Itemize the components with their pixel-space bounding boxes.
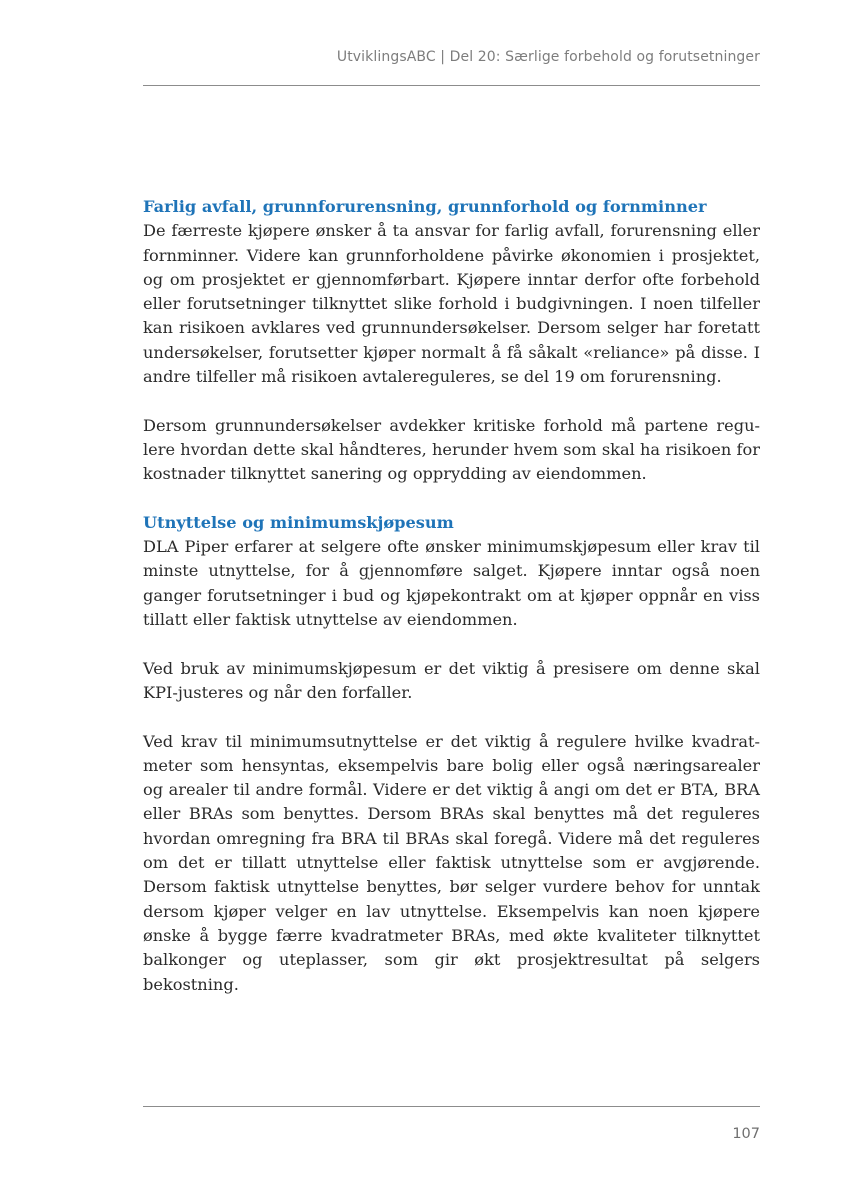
section-heading-hazardous-waste: Farlig avfall, grunnforurensning, grunnforhold og fornminner xyxy=(143,197,707,216)
page-number: 107 xyxy=(732,1126,760,1142)
header-divider xyxy=(143,85,760,86)
footer-divider xyxy=(143,1106,760,1107)
page-body xyxy=(143,195,760,997)
body-paragraph: DLA Piper erfarer at selgere ofte ønsker minimumskjøpesum eller krav til minste utnyttelse, for å gjennomføre salget. Kjøpere inntar også noen ganger forutsetninger i bud og kjøpekontrakt om at kjøper oppnår en viss tillatt eller faktisk utnyttelse av eiendommen. xyxy=(143,537,760,630)
body-paragraph: Dersom grunnundersøkelser avdekker kritiske forhold må partene regulere hvordan dette skal håndteres, herunder hvem som skal ha risikoen for kostnader tilknyttet sanering og opprydding av eiendommen. xyxy=(143,415,760,484)
body-paragraph: Ved bruk av minimumskjøpesum er det viktig å presisere om denne skal KPI-justeres og når den forfaller. xyxy=(143,658,760,702)
section-heading-utilization: Utnyttelse og minimumskjøpesum xyxy=(143,512,454,532)
body-paragraph: De færreste kjøpere ønsker å ta ansvar for farlig avfall, forurensning eller fornminner. Videre kan grunnforholdene påvirke økonomien i prosjektet, og om prosjektet er gjennomførbart. Kjøpere inntar derfor ofte forbehold eller forutsetninger tilknyttet slike forhold i budgivningen. I noen tilfeller kan risikoen avklares ved grunnundersøkelser. Dersom selger har foretatt undersøkelser, forutsetter kjøper normalt å få såkalt «reliance» på disse. I andre tilfeller må risikoen avtalereguleres, se del 19 om forurensning. xyxy=(143,221,760,387)
body-paragraph: Ved krav til minimumsutnyttelse er det viktig å regulere hvilke kvadratmeter som hensyntas, eksempelvis bare bolig eller også næringsarealer og arealer til andre formål. Videre er det viktig å angi om det er BTA, BRA eller BRAs som benyttes. Dersom BRAs skal benyttes må det reguleres hvordan omregning fra BRA til BRAs skal foregå. Videre må det reguleres om det er tillatt utnyttelse eller faktisk utnyttelse som er avgjørende. Dersom faktisk utnyttelse benyttes, bør selger vurdere behov for unntak dersom kjøper velger en lav utnyttelse. Eksempelvis kan noen kjøpere ønske å bygge færre kvadratmeter BRAs, med økte kvaliteter tilknyttet balkonger og uteplasser, som gir økt prosjektresultat på selgers bekostning. xyxy=(143,731,760,994)
running-header: UtviklingsABC | Del 20: Særlige forbehold og forutsetninger xyxy=(336,49,760,65)
